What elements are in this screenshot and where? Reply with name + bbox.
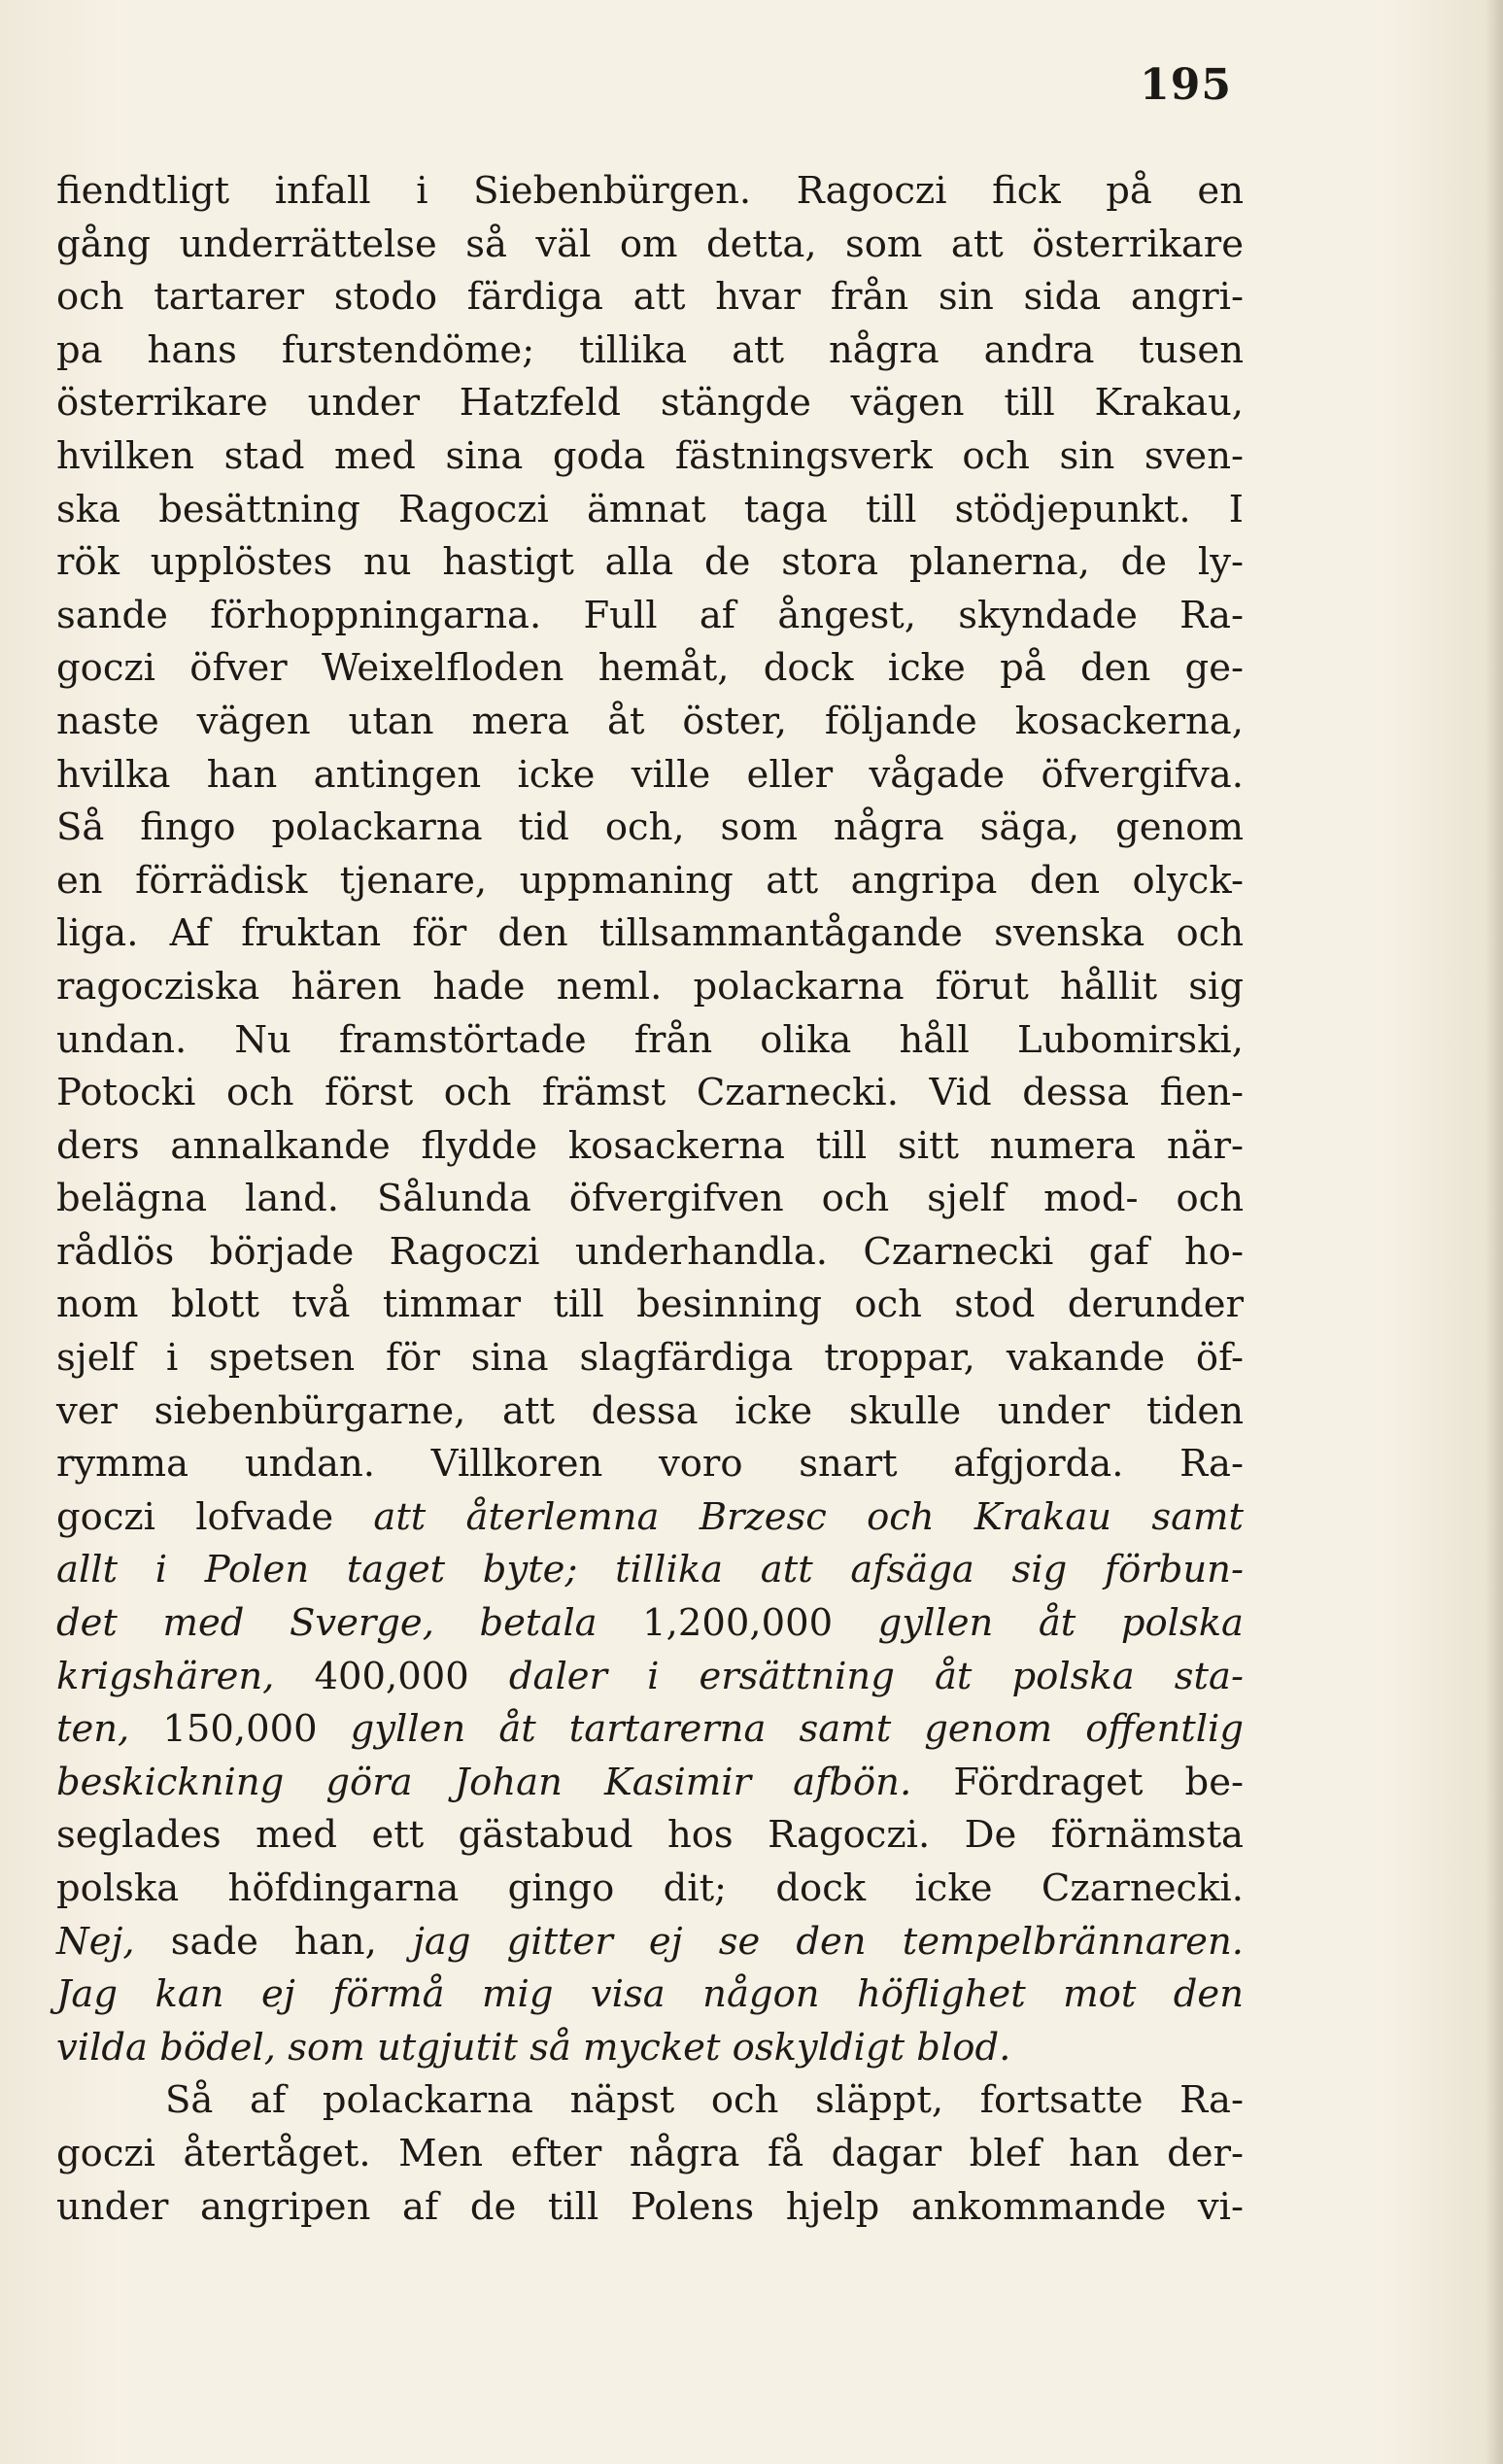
text-line: liga. Af fruktan för den tillsammantågande svenska och bbox=[56, 911, 1244, 956]
text-line: och tartarer stodo färdiga att hvar från sin sida angri- bbox=[56, 275, 1244, 320]
text-line: sjelf i spetsen för sina slagfärdiga troppar, vakande öf- bbox=[56, 1336, 1244, 1381]
italic-span: det med Sverge, betala bbox=[56, 1601, 643, 1646]
text-line: Så af polackarna näpst och släppt, fortsatte Ra- bbox=[165, 2078, 1244, 2123]
text-line bbox=[56, 1703, 1244, 1757]
italic-span: allt i Polen taget byte; tillika att afsäga sig förbun- bbox=[56, 1548, 1244, 1592]
number-span: 1,200,000 bbox=[642, 1601, 834, 1646]
text-span: goczi lofvade bbox=[56, 1494, 374, 1539]
text-line bbox=[56, 1757, 1244, 1810]
italic-span: beskickning göra Johan Kasimir afbön. bbox=[56, 1760, 912, 1804]
text-line bbox=[56, 1544, 1244, 1597]
italic-span: gyllen åt tartarerna samt genom offentlig bbox=[317, 1707, 1244, 1752]
italic-span: daler i ersättning åt polska sta- bbox=[468, 1654, 1244, 1698]
text-line: pa hans furstendöme; tillika att några andra tusen bbox=[56, 327, 1244, 372]
text-line: Potocki och först och främst Czarnecki. Vid dessa fien- bbox=[56, 1071, 1244, 1115]
page-number: 195 bbox=[1140, 60, 1232, 110]
italic-span: Nej, bbox=[56, 1919, 135, 1964]
text-span: seglades med ett gästabud hos Ragoczi. De förnämsta bbox=[56, 1813, 1244, 1858]
text-span: Fördraget be- bbox=[911, 1760, 1244, 1804]
text-line bbox=[56, 1916, 1244, 1969]
number-span: 400,000 bbox=[314, 1654, 469, 1698]
body-text bbox=[56, 165, 1244, 2234]
text-line: Så fingo polackarna tid och, som några säga, genom bbox=[56, 805, 1244, 850]
italic-span: jag gitter ej se den tempelbrännaren. bbox=[412, 1919, 1244, 1964]
text-span: polska höfdingarna gingo dit; dock icke Czarnecki. bbox=[56, 1866, 1244, 1910]
text-line: under angripen af de till Polens hjelp ankommande vi- bbox=[56, 2184, 1244, 2229]
text-line: belägna land. Sålunda öfvergifven och sjelf mod- och bbox=[56, 1177, 1244, 1221]
text-line: hvilken stad med sina goda fästningsverk och sin sven- bbox=[56, 433, 1244, 478]
text-line bbox=[56, 1651, 1244, 1704]
italic-span: krigshären, bbox=[56, 1654, 315, 1698]
text-line: undan. Nu framstörtade från olika håll Lubomirski, bbox=[56, 1017, 1244, 1062]
text-line bbox=[56, 2022, 1244, 2075]
text-line: rådlös började Ragoczi underhandla. Czarnecki gaf ho- bbox=[56, 1229, 1244, 1274]
text-line: hvilka han antingen icke ville eller vågade öfvergifva. bbox=[56, 752, 1244, 797]
text-line: gång underrättelse så väl om detta, som att österrikare bbox=[56, 222, 1244, 266]
text-line bbox=[56, 1809, 1244, 1863]
text-line: ragocziska hären hade neml. polackarna förut hållit sig bbox=[56, 964, 1244, 1009]
text-line: ders annalkande flydde kosackerna till sitt numera när- bbox=[56, 1123, 1244, 1168]
page-edge-shadow bbox=[1486, 0, 1503, 2464]
text-line: goczi öfver Weixelfloden hemåt, dock icke på den ge- bbox=[56, 646, 1244, 691]
text-line: ska besättning Ragoczi ämnat taga till stödjepunkt. I bbox=[56, 487, 1244, 531]
italic-span: gyllen åt polska bbox=[833, 1601, 1244, 1646]
text-line: fiendtligt infall i Siebenbürgen. Ragoczi fick på en bbox=[56, 169, 1244, 213]
text-line: sande förhoppningarna. Full af ångest, skyndade Ra- bbox=[56, 593, 1244, 637]
text-line: goczi återtåget. Men efter några få dagar blef han der- bbox=[56, 2131, 1244, 2175]
text-span: sade han, bbox=[134, 1919, 413, 1964]
text-line: rök upplöstes nu hastigt alla de stora planerna, de ly- bbox=[56, 540, 1244, 585]
italic-span: vilda bödel, som utgjutit så mycket oskyldigt blod. bbox=[56, 2025, 1011, 2070]
text-line: en förrädisk tjenare, uppmaning att angripa den olyck- bbox=[56, 858, 1244, 903]
text-line: naste vägen utan mera åt öster, följande kosackerna, bbox=[56, 699, 1244, 743]
italic-span: att återlemna Brzesc och Krakau samt bbox=[373, 1494, 1245, 1539]
italic-span: ten, bbox=[56, 1707, 163, 1752]
text-line: österrikare under Hatzfeld stängde vägen till Krakau, bbox=[56, 381, 1244, 426]
text-line bbox=[56, 1863, 1244, 1916]
text-line bbox=[56, 1491, 1244, 1545]
text-line: nom blott två timmar till besinning och stod derunder bbox=[56, 1283, 1244, 1327]
text-line bbox=[56, 1597, 1244, 1651]
text-line: rymma undan. Villkoren voro snart afgjorda. Ra- bbox=[56, 1442, 1244, 1487]
text-line bbox=[56, 1968, 1244, 2022]
number-span: 150,000 bbox=[162, 1707, 318, 1752]
italic-span: Jag kan ej förmå mig visa någon höflighet mot den bbox=[56, 1972, 1244, 2017]
text-line: ver siebenbürgarne, att dessa icke skulle under tiden bbox=[56, 1388, 1244, 1433]
